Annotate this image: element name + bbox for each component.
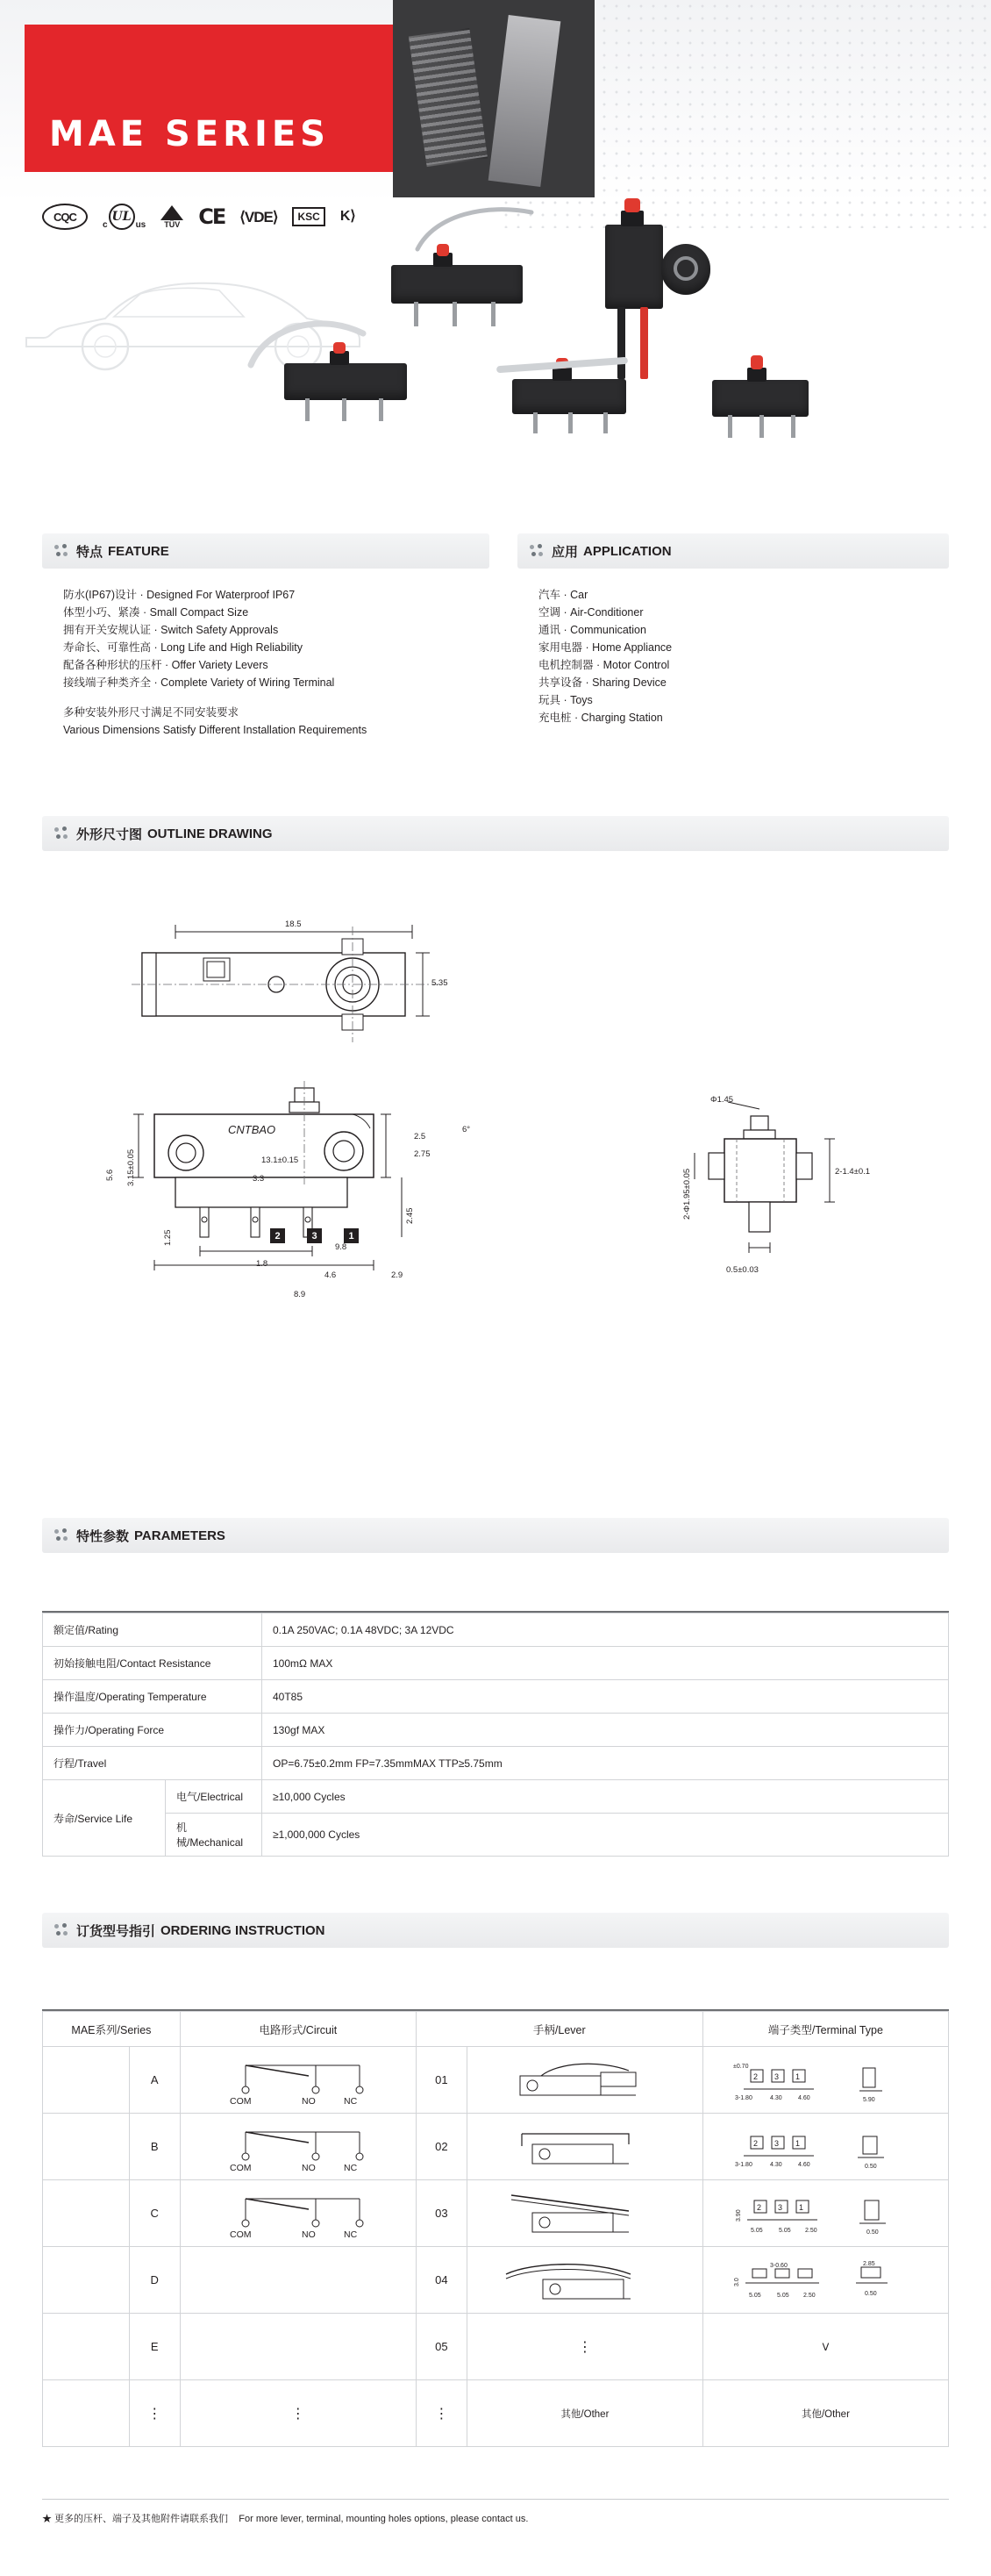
svg-text:NO: NO (301, 2162, 316, 2173)
table-header-row (43, 2012, 949, 2047)
table-row (43, 2247, 949, 2314)
parameters-title-cn: 特性参数 (76, 1528, 130, 1544)
ce-icon: CE (198, 204, 225, 229)
hero-banner (0, 0, 991, 491)
svg-text:CNTBAO: CNTBAO (228, 1123, 276, 1136)
svg-text:2.50: 2.50 (804, 2227, 817, 2234)
lever-code-05: 05 (416, 2314, 467, 2380)
circuit-diagram-e (180, 2314, 416, 2380)
series-code-e: E (129, 2314, 180, 2380)
lever-code-01: 01 (416, 2047, 467, 2114)
section-header-application (517, 533, 949, 569)
dim-2-1-4: 2-1.4±0.1 (835, 1167, 871, 1177)
dim-2-75: 2.75 (414, 1149, 431, 1159)
dim-2-45: 2.45 (405, 1207, 415, 1224)
lever-code-04: 04 (416, 2247, 467, 2314)
svg-text:COM: COM (229, 2162, 252, 2173)
param-label: 操作温度/Operating Temperature (43, 1680, 262, 1714)
feature-item: 寿命长、可靠性高 · Long Life and High Reliability (63, 641, 303, 654)
lever-drawing-01 (467, 2047, 702, 2114)
application-item: 电机控制器 · Motor Control (538, 659, 670, 671)
svg-text:COM: COM (229, 2229, 252, 2240)
series-code-c: C (129, 2180, 180, 2247)
ordering-table (42, 2011, 949, 2447)
svg-text:4.60: 4.60 (797, 2161, 810, 2168)
svg-text:COM: COM (229, 2095, 252, 2107)
section-header-outline (42, 816, 949, 851)
svg-text:NO: NO (301, 2229, 316, 2240)
ordering-header-lever: 手柄/Lever (416, 2012, 702, 2047)
series-code-a: A (129, 2047, 180, 2114)
circuit-diagram-a (180, 2047, 416, 2114)
svg-text:NC: NC (343, 2162, 357, 2173)
svg-text:3: 3 (774, 2138, 779, 2148)
footnote-divider (42, 2499, 949, 2500)
table-row (43, 1814, 949, 1857)
svg-text:3: 3 (777, 2202, 782, 2212)
switch-wire-leads (588, 193, 763, 347)
series-code-d: D (129, 2247, 180, 2314)
param-label: 寿命/Service Life (43, 1780, 166, 1857)
certification-marks (42, 204, 356, 230)
series-code-other: ⋮ (129, 2380, 180, 2447)
table-row (43, 2047, 949, 2114)
param-value: 130gf MAX (262, 1714, 949, 1747)
terminal-number-1: 1 (344, 1228, 359, 1243)
lever-code-other: ⋮ (416, 2380, 467, 2447)
application-item: 通讯 · Communication (538, 624, 646, 636)
circuit-diagram-b (180, 2114, 416, 2180)
circuit-placeholder-other: ⋮ (180, 2380, 416, 2447)
svg-text:5.05: 5.05 (776, 2292, 789, 2299)
circuit-diagram-d (180, 2247, 416, 2314)
svg-text:3: 3 (774, 2072, 779, 2081)
dim-18-5: 18.5 (285, 919, 302, 929)
svg-text:1: 1 (795, 2138, 800, 2148)
table-row (43, 1780, 949, 1814)
svg-text:±0.70: ±0.70 (732, 2063, 749, 2070)
switch-simulated-lever (254, 307, 447, 430)
outline-title-cn: 外形尺寸图 (76, 826, 143, 842)
dim-5-35: 5.35 (431, 978, 448, 988)
table-row (43, 1714, 949, 1747)
svg-text:2: 2 (752, 2072, 758, 2081)
svg-text:5.90: 5.90 (862, 2096, 875, 2103)
dim-8-9: 8.9 (294, 1290, 306, 1299)
lever-drawing-03 (467, 2180, 702, 2247)
param-value: 0.1A 250VAC; 0.1A 48VDC; 3A 12VDC (262, 1614, 949, 1647)
svg-text:2: 2 (752, 2138, 758, 2148)
application-list (538, 586, 924, 726)
param-value: 100mΩ MAX (262, 1647, 949, 1680)
lever-drawing-04 (467, 2247, 702, 2314)
feature-item: 拥有开关安规认证 · Switch Safety Approvals (63, 624, 279, 636)
application-title-cn: 应用 (552, 544, 579, 560)
lever-placeholder-05: ⋮ (467, 2314, 702, 2380)
dim-9-8: 9.8 (335, 1242, 347, 1252)
front-view-drawing (123, 1079, 535, 1360)
application-title-en: APPLICATION (583, 543, 672, 559)
application-item: 充电桩 · Charging Station (538, 712, 663, 724)
footnote-text-cn: 更多的压杆、端子及其他附件请联系我们 (54, 2514, 229, 2524)
page-title: MAE SERIES (49, 114, 330, 154)
svg-text:NO: NO (301, 2095, 316, 2107)
terminal-number-2: 2 (270, 1228, 285, 1243)
dim-angle: 6° (462, 1125, 471, 1134)
application-item: 家用电器 · Home Appliance (538, 641, 673, 654)
param-label: 操作力/Operating Force (43, 1714, 262, 1747)
dim-2-dia-1-95: 2-Φ1.95±0.05 (682, 1168, 692, 1220)
terminal-other-label: 其他/Other (702, 2380, 948, 2447)
lever-code-03: 03 (416, 2180, 467, 2247)
dim-4-6: 4.6 (324, 1270, 337, 1280)
application-item: 玩具 · Toys (538, 694, 593, 706)
cqc-icon: CQC (42, 204, 88, 230)
dim-2-5: 2.5 (414, 1132, 426, 1141)
dim-3-3: 3.3 (253, 1174, 265, 1184)
ksc-icon: KSC (292, 207, 324, 226)
table-row (43, 2314, 949, 2380)
svg-text:2.50: 2.50 (802, 2292, 816, 2299)
circuit-diagram-c (180, 2180, 416, 2247)
feature-item: 防水(IP67)设计 · Designed For Waterproof IP67 (63, 589, 296, 601)
svg-text:4.30: 4.30 (769, 2094, 782, 2101)
dim-1-8: 1.8 (256, 1259, 268, 1269)
svg-text:3-1.80: 3-1.80 (734, 2161, 752, 2168)
svg-text:2.85: 2.85 (862, 2260, 875, 2267)
dim-0-5: 0.5±0.03 (726, 1265, 759, 1275)
switch-pin-plunger (693, 329, 833, 434)
star-icon: ★ (42, 2514, 52, 2524)
dim-2-9: 2.9 (391, 1270, 403, 1280)
section-header-ordering (42, 1913, 949, 1948)
lever-other-label: 其他/Other (467, 2380, 702, 2447)
application-item: 汽车 · Car (538, 589, 588, 601)
svg-text:3-1.80: 3-1.80 (734, 2094, 752, 2101)
ordering-title-en: ORDERING INSTRUCTION (160, 1922, 325, 1938)
terminal-code-5: Ⅴ (702, 2314, 948, 2380)
dim-3-15: 3.15±0.05 (126, 1148, 136, 1186)
svg-text:5.05: 5.05 (748, 2292, 761, 2299)
parameters-title-en: PARAMETERS (134, 1528, 225, 1543)
outline-title-en: OUTLINE DRAWING (147, 826, 273, 841)
feature-note-en: Various Dimensions Satisfy Different Installation Requirements (63, 724, 367, 736)
ul-icon: c UL us (103, 204, 146, 230)
svg-text:1: 1 (798, 2202, 803, 2212)
k-icon: K⟩ (339, 209, 356, 224)
svg-text:0.50: 0.50 (864, 2163, 877, 2170)
footnote-text-en: For more lever, terminal, mounting holes options, please contact us. (239, 2514, 529, 2524)
terminal-number-3: 3 (307, 1228, 322, 1243)
section-header-parameters (42, 1518, 949, 1553)
svg-text:5.05: 5.05 (750, 2227, 763, 2234)
param-value: ≥1,000,000 Cycles (262, 1814, 949, 1857)
terminal-drawing-4 (702, 2247, 948, 2314)
flower-icon (54, 544, 68, 558)
svg-text:0.50: 0.50 (866, 2229, 879, 2236)
ordering-header-circuit: 电路形式/Circuit (180, 2012, 416, 2047)
flower-icon (530, 544, 544, 558)
lever-drawing-02 (467, 2114, 702, 2180)
param-label: 行程/Travel (43, 1747, 262, 1780)
parameters-table (42, 1613, 949, 1857)
feature-title-cn: 特点 (76, 544, 103, 560)
ordering-title-cn: 订货型号指引 (76, 1923, 156, 1939)
terminal-drawing-2 (702, 2114, 948, 2180)
svg-text:2: 2 (756, 2202, 761, 2212)
dim-5-6: 5.6 (105, 1169, 115, 1181)
table-row (43, 1647, 949, 1680)
svg-text:NC: NC (343, 2095, 357, 2107)
flower-icon (54, 826, 68, 841)
application-item: 空调 · Air-Conditioner (538, 606, 644, 619)
feature-item: 配备各种形状的压杆 · Offer Variety Levers (63, 659, 268, 671)
switch-roller-lever (368, 202, 544, 316)
svg-text:3.90: 3.90 (735, 2208, 742, 2222)
dim-1-25: 1.25 (163, 1229, 173, 1246)
table-row (43, 1747, 949, 1780)
footnote (42, 2511, 528, 2525)
svg-text:3.0: 3.0 (733, 2277, 740, 2286)
feature-title-en: FEATURE (108, 543, 169, 559)
lever-code-02: 02 (416, 2114, 467, 2180)
switch-flat-lever (491, 325, 658, 430)
outline-drawing (0, 877, 991, 1483)
feature-item: 接线端子种类齐全 · Complete Variety of Wiring Terminal (63, 676, 335, 689)
flower-icon (54, 1528, 68, 1542)
ordering-header-terminal: 端子类型/Terminal Type (702, 2012, 948, 2047)
param-label: 初始接触电阻/Contact Resistance (43, 1647, 262, 1680)
feature-item: 体型小巧、紧凑 · Small Compact Size (63, 606, 249, 619)
flower-icon (54, 1923, 68, 1937)
feature-note-cn: 多种安装外形尺寸满足不同安装要求 (63, 706, 239, 719)
svg-text:0.50: 0.50 (864, 2290, 877, 2297)
table-row (43, 2380, 949, 2447)
application-item: 共享设备 · Sharing Device (538, 676, 667, 689)
svg-text:5.05: 5.05 (778, 2227, 791, 2234)
param-value: ≥10,000 Cycles (262, 1780, 949, 1814)
svg-text:3-0.60: 3-0.60 (769, 2262, 788, 2269)
svg-text:4.60: 4.60 (797, 2094, 810, 2101)
param-value: OP=6.75±0.2mm FP=7.35mmMAX TTP≥5.75mm (262, 1747, 949, 1780)
table-row (43, 2114, 949, 2180)
param-sublabel: 电气/Electrical (166, 1780, 262, 1814)
terminal-drawing-3 (702, 2180, 948, 2247)
vde-icon: ⟨VDE⟩ (239, 208, 278, 225)
table-row (43, 2180, 949, 2247)
series-code-b: B (129, 2114, 180, 2180)
terminal-drawing-1 (702, 2047, 948, 2114)
table-row (43, 1614, 949, 1647)
side-view-drawing (675, 1097, 877, 1334)
ordering-header-series: MAE系列/Series (43, 2012, 181, 2047)
dim-dia-1-45: Φ1.45 (710, 1095, 734, 1105)
dim-13-1: 13.1±0.15 (261, 1156, 299, 1165)
param-label: 额定值/Rating (43, 1614, 262, 1647)
param-value: 40T85 (262, 1680, 949, 1714)
svg-text:4.30: 4.30 (769, 2161, 782, 2168)
top-view-drawing (123, 912, 517, 1044)
param-sublabel: 机械/Mechanical (166, 1814, 262, 1857)
feature-list (63, 586, 484, 739)
svg-text:NC: NC (343, 2229, 357, 2240)
table-row (43, 1680, 949, 1714)
tuv-icon: TÜV (160, 205, 183, 229)
section-header-feature (42, 533, 489, 569)
svg-text:1: 1 (795, 2072, 800, 2081)
